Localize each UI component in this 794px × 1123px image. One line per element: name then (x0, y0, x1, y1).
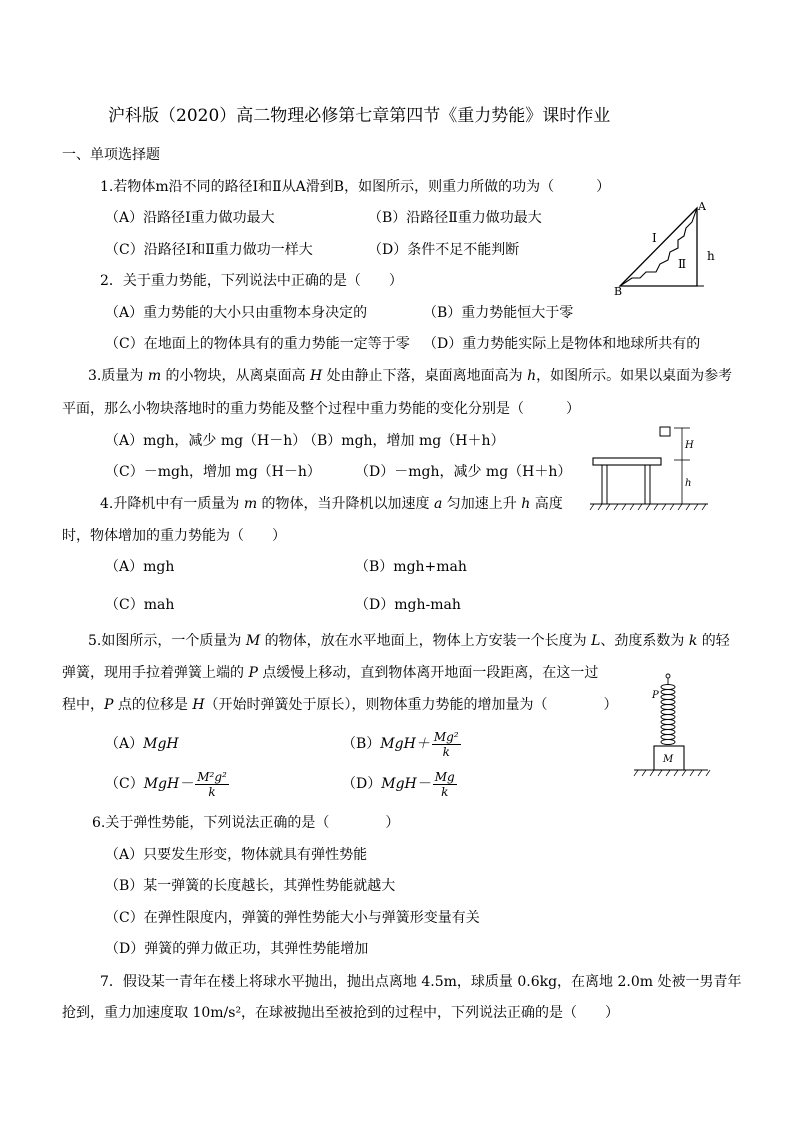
q3-figure (590, 424, 715, 514)
q6-option-c[interactable]: （C）在弹性限度内，弹簧的弹性势能大小与弹簧形变量有关 (105, 910, 480, 926)
q1-figure (612, 198, 722, 298)
section-heading: 一、单项选择题 (62, 147, 160, 163)
q1-label-h: h (707, 249, 715, 263)
q5-stem-line1: 5.如图所示，一个质量为 M 的物体，放在水平地面上，物体上方安装一个长度为 L、劲度系数为 k 的轻 (88, 633, 730, 649)
q3-stem-line2: 平面，那么小物块落地时的重力势能及整个过程中重力势能的变化分别是（ ） (62, 401, 580, 417)
q1-option-a[interactable]: （A）沿路径Ⅰ重力做功最大 (105, 210, 275, 226)
q5-stem-line3: 程中，P 点的位移是 H（开始时弹簧处于原长），则物体重力势能的增加量为（ ） (62, 697, 618, 713)
q4-option-a[interactable]: （A）mgh (105, 559, 175, 575)
q3-option-a[interactable]: （A）mgh，减少 mg（H－h） (105, 433, 307, 449)
q1-option-d[interactable]: （D）条件不足不能判断 (368, 242, 520, 258)
q5-option-b[interactable]: （B）MgH＋ $\frac{\text{Mg²}}{k}$ (342, 729, 459, 759)
q6-option-d[interactable]: （D）弹簧的弹力做正功，其弹性势能增加 (105, 941, 369, 957)
q5-option-a[interactable]: （A）MgH (105, 736, 179, 752)
q2-option-c[interactable]: （C）在地面上的物体具有的重力势能一定等于零 (105, 336, 410, 352)
q1-stem: 1.若物体m沿不同的路径Ⅰ和Ⅱ从A滑到B，如图所示，则重力所做的功为（ ） (100, 179, 611, 195)
q6-option-a[interactable]: （A）只要发生形变，物体就具有弹性势能 (105, 847, 368, 863)
q7-stem-line2: 抢到，重力加速度取 10m/s²，在球被抛出至被抢到的过程中，下列说法正确的是（ ） (62, 1005, 620, 1021)
q5-option-c[interactable]: （C）MgH－ $\frac{\text{M²g²}}{k}$ (105, 769, 227, 799)
q6-option-b[interactable]: （B）某一弹簧的长度越长，其弹性势能就越大 (105, 878, 396, 894)
q5-figure (630, 662, 712, 780)
q1-label-ii: Ⅱ (678, 257, 687, 271)
q3-stem-line1: 3.质量为 m 的小物块，从离桌面高 H 处由静止下落，桌面离地面高为 h，如图所示。如果以桌面为参考 (88, 368, 733, 384)
q5-fig-label-M: M (663, 754, 674, 765)
q1-option-c[interactable]: （C）沿路径Ⅰ和Ⅱ重力做功一样大 (105, 242, 313, 258)
q3-option-d[interactable]: （D）－mgh，减少 mg（H＋h） (355, 464, 572, 480)
q3-option-c[interactable]: （C）－mgh，增加 mg（H－h） (105, 464, 321, 480)
q3-table-top (593, 458, 661, 465)
q5-option-d[interactable]: （D）MgH－ $\frac{Mg}{k}$ (342, 769, 455, 799)
q5-fig-label-P: P (652, 690, 659, 701)
q1-triangle (620, 208, 697, 286)
q4-option-c[interactable]: （C）mah (105, 597, 175, 613)
q4-option-b[interactable]: （B）mgh+mah (355, 559, 467, 575)
q7-stem-line1: 7．假设某一青年在楼上将球水平抛出，抛出点离地 4.5m，球质量 0.6kg，在离地 2.0m 处被一男青年 (100, 974, 742, 990)
q3-option-b[interactable]: （B）mgh，增加 mg（H＋h） (303, 433, 505, 449)
q1-option-b[interactable]: （B）沿路径Ⅱ重力做功最大 (368, 210, 542, 226)
q2-stem: 2．关于重力势能，下列说法中正确的是（ ） (100, 273, 403, 289)
q3-block (660, 427, 670, 436)
q2-option-b[interactable]: （B）重力势能恒大于零 (423, 305, 574, 321)
q1-label-a: A (698, 200, 706, 213)
q1-label-i: Ⅰ (652, 231, 657, 245)
q5-point-p (666, 674, 670, 678)
q1-label-b: B (614, 285, 623, 298)
q2-option-d[interactable]: （D）重力势能实际上是物体和地球所共有的 (423, 336, 701, 352)
q2-option-a[interactable]: （A）重力势能的大小只由重物本身决定的 (105, 305, 368, 321)
q5-spring (661, 685, 675, 745)
q4-stem-line2: 时，物体增加的重力势能为（ ） (62, 528, 286, 544)
q3-fig-label-H: H (685, 440, 694, 451)
page-title: 沪科版（2020）高二物理必修第七章第四节《重力势能》课时作业 (108, 106, 611, 126)
q3-fig-label-h: h (685, 478, 692, 489)
q6-stem: 6.关于弹性势能，下列说法正确的是（ ） (92, 815, 400, 831)
q4-option-d[interactable]: （D）mgh-mah (355, 597, 461, 613)
q4-stem-line1: 4.升降机中有一质量为 m 的物体，当升降机以加速度 a 匀加速上升 h 高度 (100, 496, 563, 512)
q5-stem-line2: 弹簧，现用手拉着弹簧上端的 P 点缓慢上移动，直到物体离开地面一段距离，在这一过 (62, 665, 599, 681)
